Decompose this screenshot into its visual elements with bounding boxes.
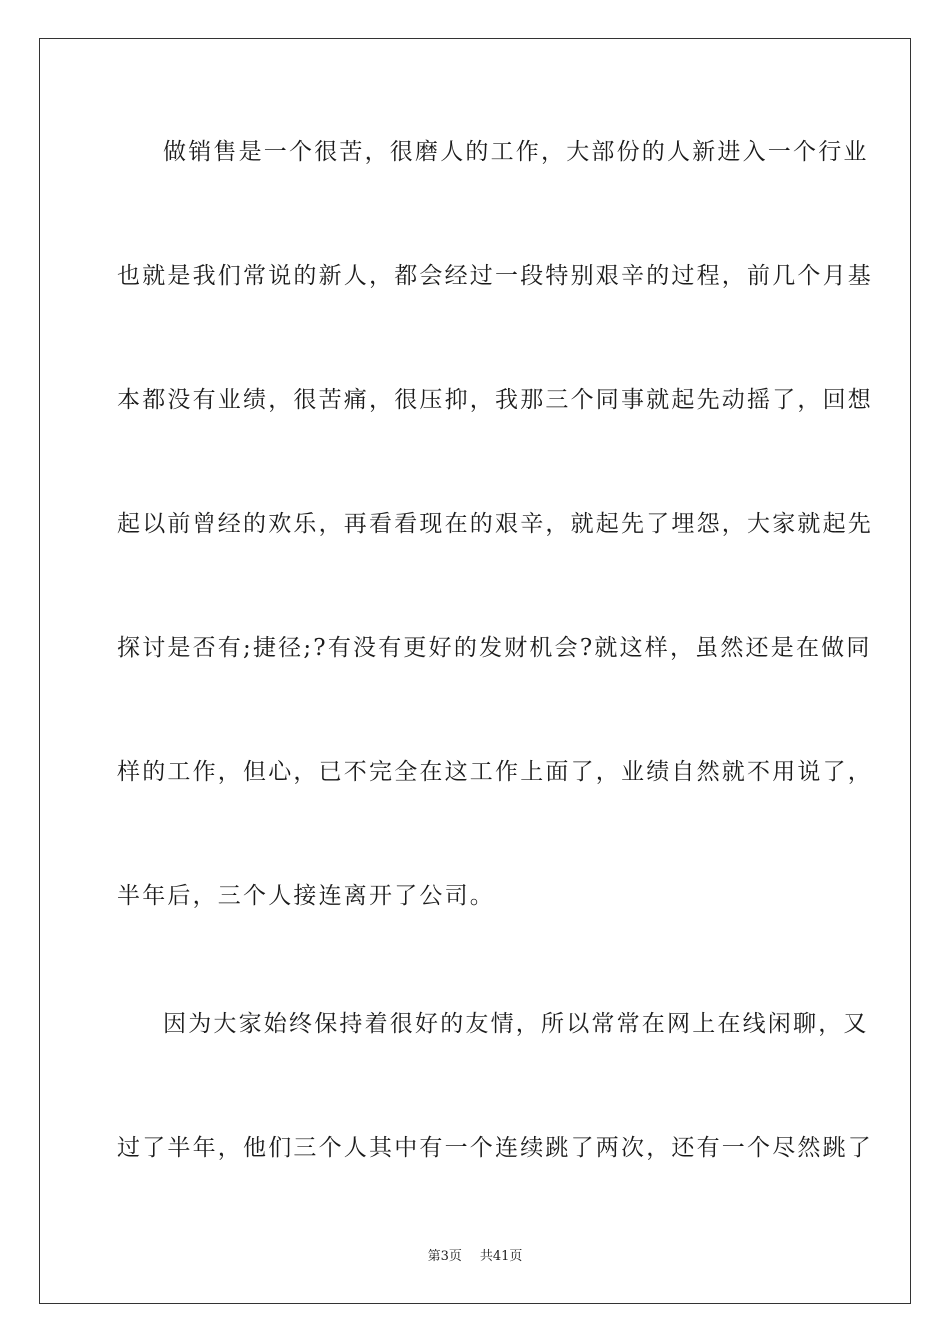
paragraph-1-line-2: 也就是我们常说的新人，都会经过一段特别艰辛的过程，前几个月基 <box>117 263 873 289</box>
paragraph-1-line-7: 半年后，三个人接连离开了公司。 <box>117 883 495 909</box>
paragraph-2-line-1: 因为大家始终保持着很好的友情，所以常常在网上在线闲聊，又 <box>163 1011 869 1037</box>
paragraph-1-line-3: 本都没有业绩，很苦痛，很压抑，我那三个同事就起先动摇了，回想 <box>117 387 873 413</box>
page-number: 第3页 <box>427 1249 462 1264</box>
page-footer <box>0 1248 950 1266</box>
page-total: 共41页 <box>479 1249 523 1264</box>
paragraph-1-line-1: 做销售是一个很苦，很磨人的工作，大部份的人新进入一个行业 <box>163 139 869 165</box>
paragraph-2-line-2: 过了半年，他们三个人其中有一个连续跳了两次，还有一个尽然跳了 <box>117 1135 873 1161</box>
page-border <box>39 38 911 1304</box>
paragraph-1-line-5: 探讨是否有;捷径;?有没有更好的发财机会?就这样，虽然还是在做同 <box>117 635 872 661</box>
paragraph-1-line-4: 起以前曾经的欢乐，再看看现在的艰辛，就起先了埋怨，大家就起先 <box>117 511 873 537</box>
paragraph-1-line-6: 样的工作，但心，已不完全在这工作上面了，业绩自然就不用说了， <box>117 759 873 785</box>
